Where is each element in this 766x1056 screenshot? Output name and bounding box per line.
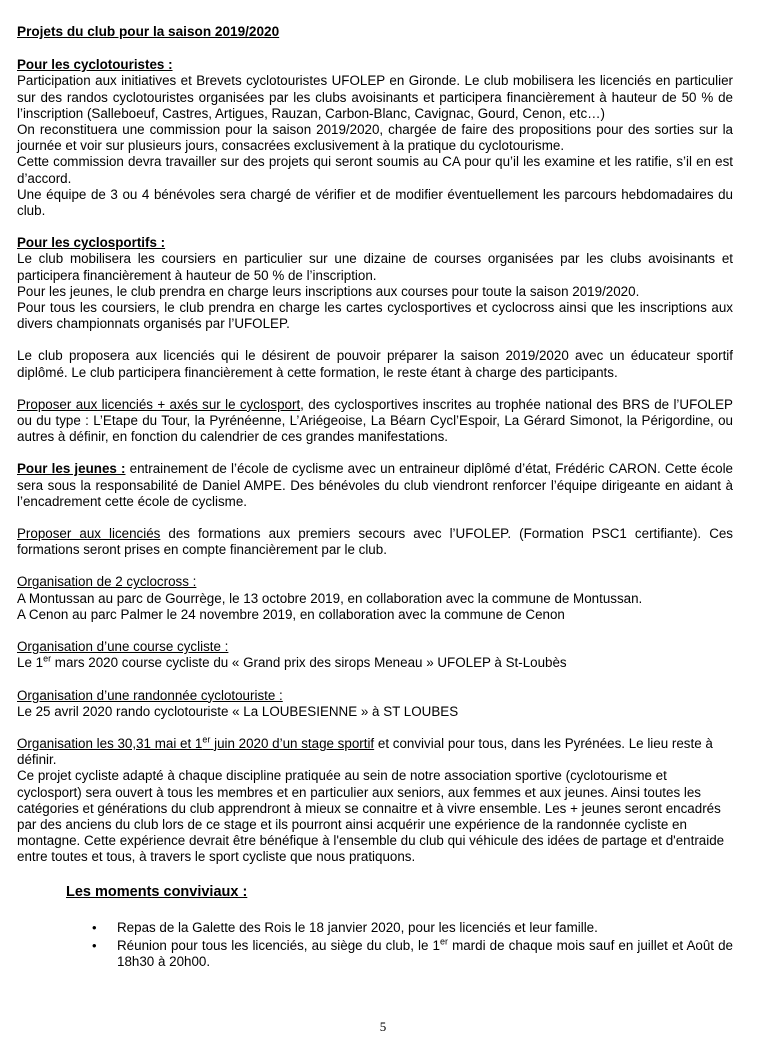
page-number: 5 [379,1019,387,1034]
section-randonnee [17,688,733,720]
inline-heading: Pour les jeunes : [17,461,126,477]
paragraph: Pour tous les coursiers, le club prendra en charge les cartes cyclosportives et cyclocross ainsi que les inscriptions aux divers championnats organisés par l’UFOLEP. [17,300,733,332]
inline-heading: Proposer aux licenciés [17,526,161,542]
inline-heading: Proposer aux licenciés + axés sur le cyclosport [17,396,301,412]
inline-heading: Organisation les 30,31 mai et 1er juin 2020 d’un stage sportif [17,734,375,751]
section-course [17,639,733,671]
event-line: Le 25 avril 2020 rando cyclotouriste « La LOUBESIENNE » à ST LOUBES [17,703,459,719]
section-heading-randonnee: Organisation d’une randonnée cyclotouriste : [17,687,283,703]
section-cyclocross [17,574,733,623]
list-item: • Repas de la Galette des Rois le 18 janvier 2020, pour les licenciés et leur famille. [92,919,598,935]
section-cyclotouristes [17,57,733,219]
section-axes-cyclosport [17,397,733,446]
paragraph: Participation aux initiatives et Brevets cyclotouristes UFOLEP en Gironde. Le club mobilisera les licenciés en particulier sur des randos cyclotouristes organisées par les clubs avoisinants et participera financièrement à hauteur de 50 % de l’inscription (Salleboeuf, Castres, Artigues, Rauzan, Carbon-Blanc, Cavignac, Gourd, Cenon, etc…) [17,73,733,121]
section-heading-cyclocross: Organisation de 2 cyclocross : [17,574,197,590]
section-heading-moments: Les moments conviviaux : [66,883,248,900]
section-stage [17,736,733,866]
event-line: A Cenon au parc Palmer le 24 novembre 2019, en collaboration avec la commune de Cenon [17,606,565,622]
section-educateur [17,348,733,380]
list-item: • Réunion pour tous les licenciés, au siège du club, le 1er mardi de chaque mois sauf en juillet et Août de 18h30 à 20h00. [92,936,734,970]
bullet-icon: • [92,937,97,953]
paragraph-text: entrainement de l’école de cyclisme avec un entraineur diplômé d’état, Frédéric CARON. Cette école sera sous la responsabilité de Daniel AMPE. Des bénévoles du club viendront renforcer l’équipe dirigeante en aidant à l’encadrement cette école de cyclisme. [17,461,733,509]
paragraph: Cette commission devra travailler sur des projets qui seront soumis au CA pour qu’il les examine et les ratifie, s’il en est d’accord. [17,154,733,186]
event-line: Le 1er mars 2020 course cycliste du « Grand prix des sirops Meneau » UFOLEP à St-Loubès [17,653,567,671]
section-cyclosportifs [17,235,733,332]
paragraph: Ce projet cycliste adapté à chaque discipline pratiquée au sein de notre association sportive (cyclotourisme et cyclosport) sera ouvert à tous les membres et en particulier aux seniors, aux femmes et aux jeunes. Ainsi toutes les catégories et générations du club apprendront à mieux se connaitre et à vivre ensemble. Les + jeunes seront encadrés par des anciens du club lors de ce stage et ils pourront ainsi acquérir une expérience de la randonnée cycliste en montagne. Cette expérience devrait être bénéfique à l'ensemble du club qui véhicule des idées de partage et d'entraide entre toutes et tous, à travers le sport cycliste que nous pratiquons. [17,768,725,865]
document-page [17,24,733,972]
bullet-icon: • [92,919,97,935]
paragraph: Pour les jeunes, le club prendra en charge leurs inscriptions aux courses pour toute la saison 2019/2020. [17,283,640,299]
section-heading-course: Organisation d’une course cycliste : [17,639,229,655]
section-jeunes [17,461,733,510]
event-line: A Montussan au parc de Gourrège, le 13 octobre 2019, en collaboration avec la commune de Montussan. [17,590,643,606]
section-heading-cyclosportifs: Pour les cyclosportifs : [17,235,166,251]
page-title: Projets du club pour la saison 2019/2020 [17,24,280,39]
paragraph: Le club proposera aux licenciés qui le désirent de pouvoir préparer la saison 2019/2020 avec un éducateur sportif diplômé. Le club participera financièrement à cette formation, le reste étant à charge des participants. [17,348,733,380]
paragraph-text: , des cyclosportives inscrites au trophée national des BRS de l’UFOLEP ou du type : L’Etape du Tour, la Pyrénéenne, L’Ariégeoise, La Béarn Cycl’Espoir, La Gérard Simonot, la Périgordine, ou autres à définir, en fonction du calendrier de ces grandes manifestations. [17,396,733,445]
paragraph: Le club mobilisera les coursiers en particulier sur une dizaine de courses organisées par les clubs avoisinants et participera financièrement à hauteur de 50 % de l’inscription. [17,251,733,283]
moments-list [17,920,733,971]
paragraph-text: des formations aux premiers secours avec l’UFOLEP. (Formation PSC1 certifiante). Ces formations seront prises en compte financièrement par le club. [17,526,734,558]
paragraph: Organisation les 30,31 mai et 1er juin 2020 d’un stage sportif et convivial pour tous, dans les Pyrénées. Le lieu reste à définir. [17,734,713,768]
paragraph: On reconstituera une commission pour la saison 2019/2020, chargée de faire des propositions pour des sorties sur la journée et voir sur plusieurs jours, consacrées exclusivement à la pratique du cyclotourisme. [17,122,733,154]
section-heading-cyclotouristes: Pour les cyclotouristes : [17,57,173,73]
section-secours [17,526,733,558]
paragraph: Une équipe de 3 ou 4 bénévoles sera chargé de vérifier et de modifier éventuellement les parcours hebdomadaires du club. [17,186,733,219]
